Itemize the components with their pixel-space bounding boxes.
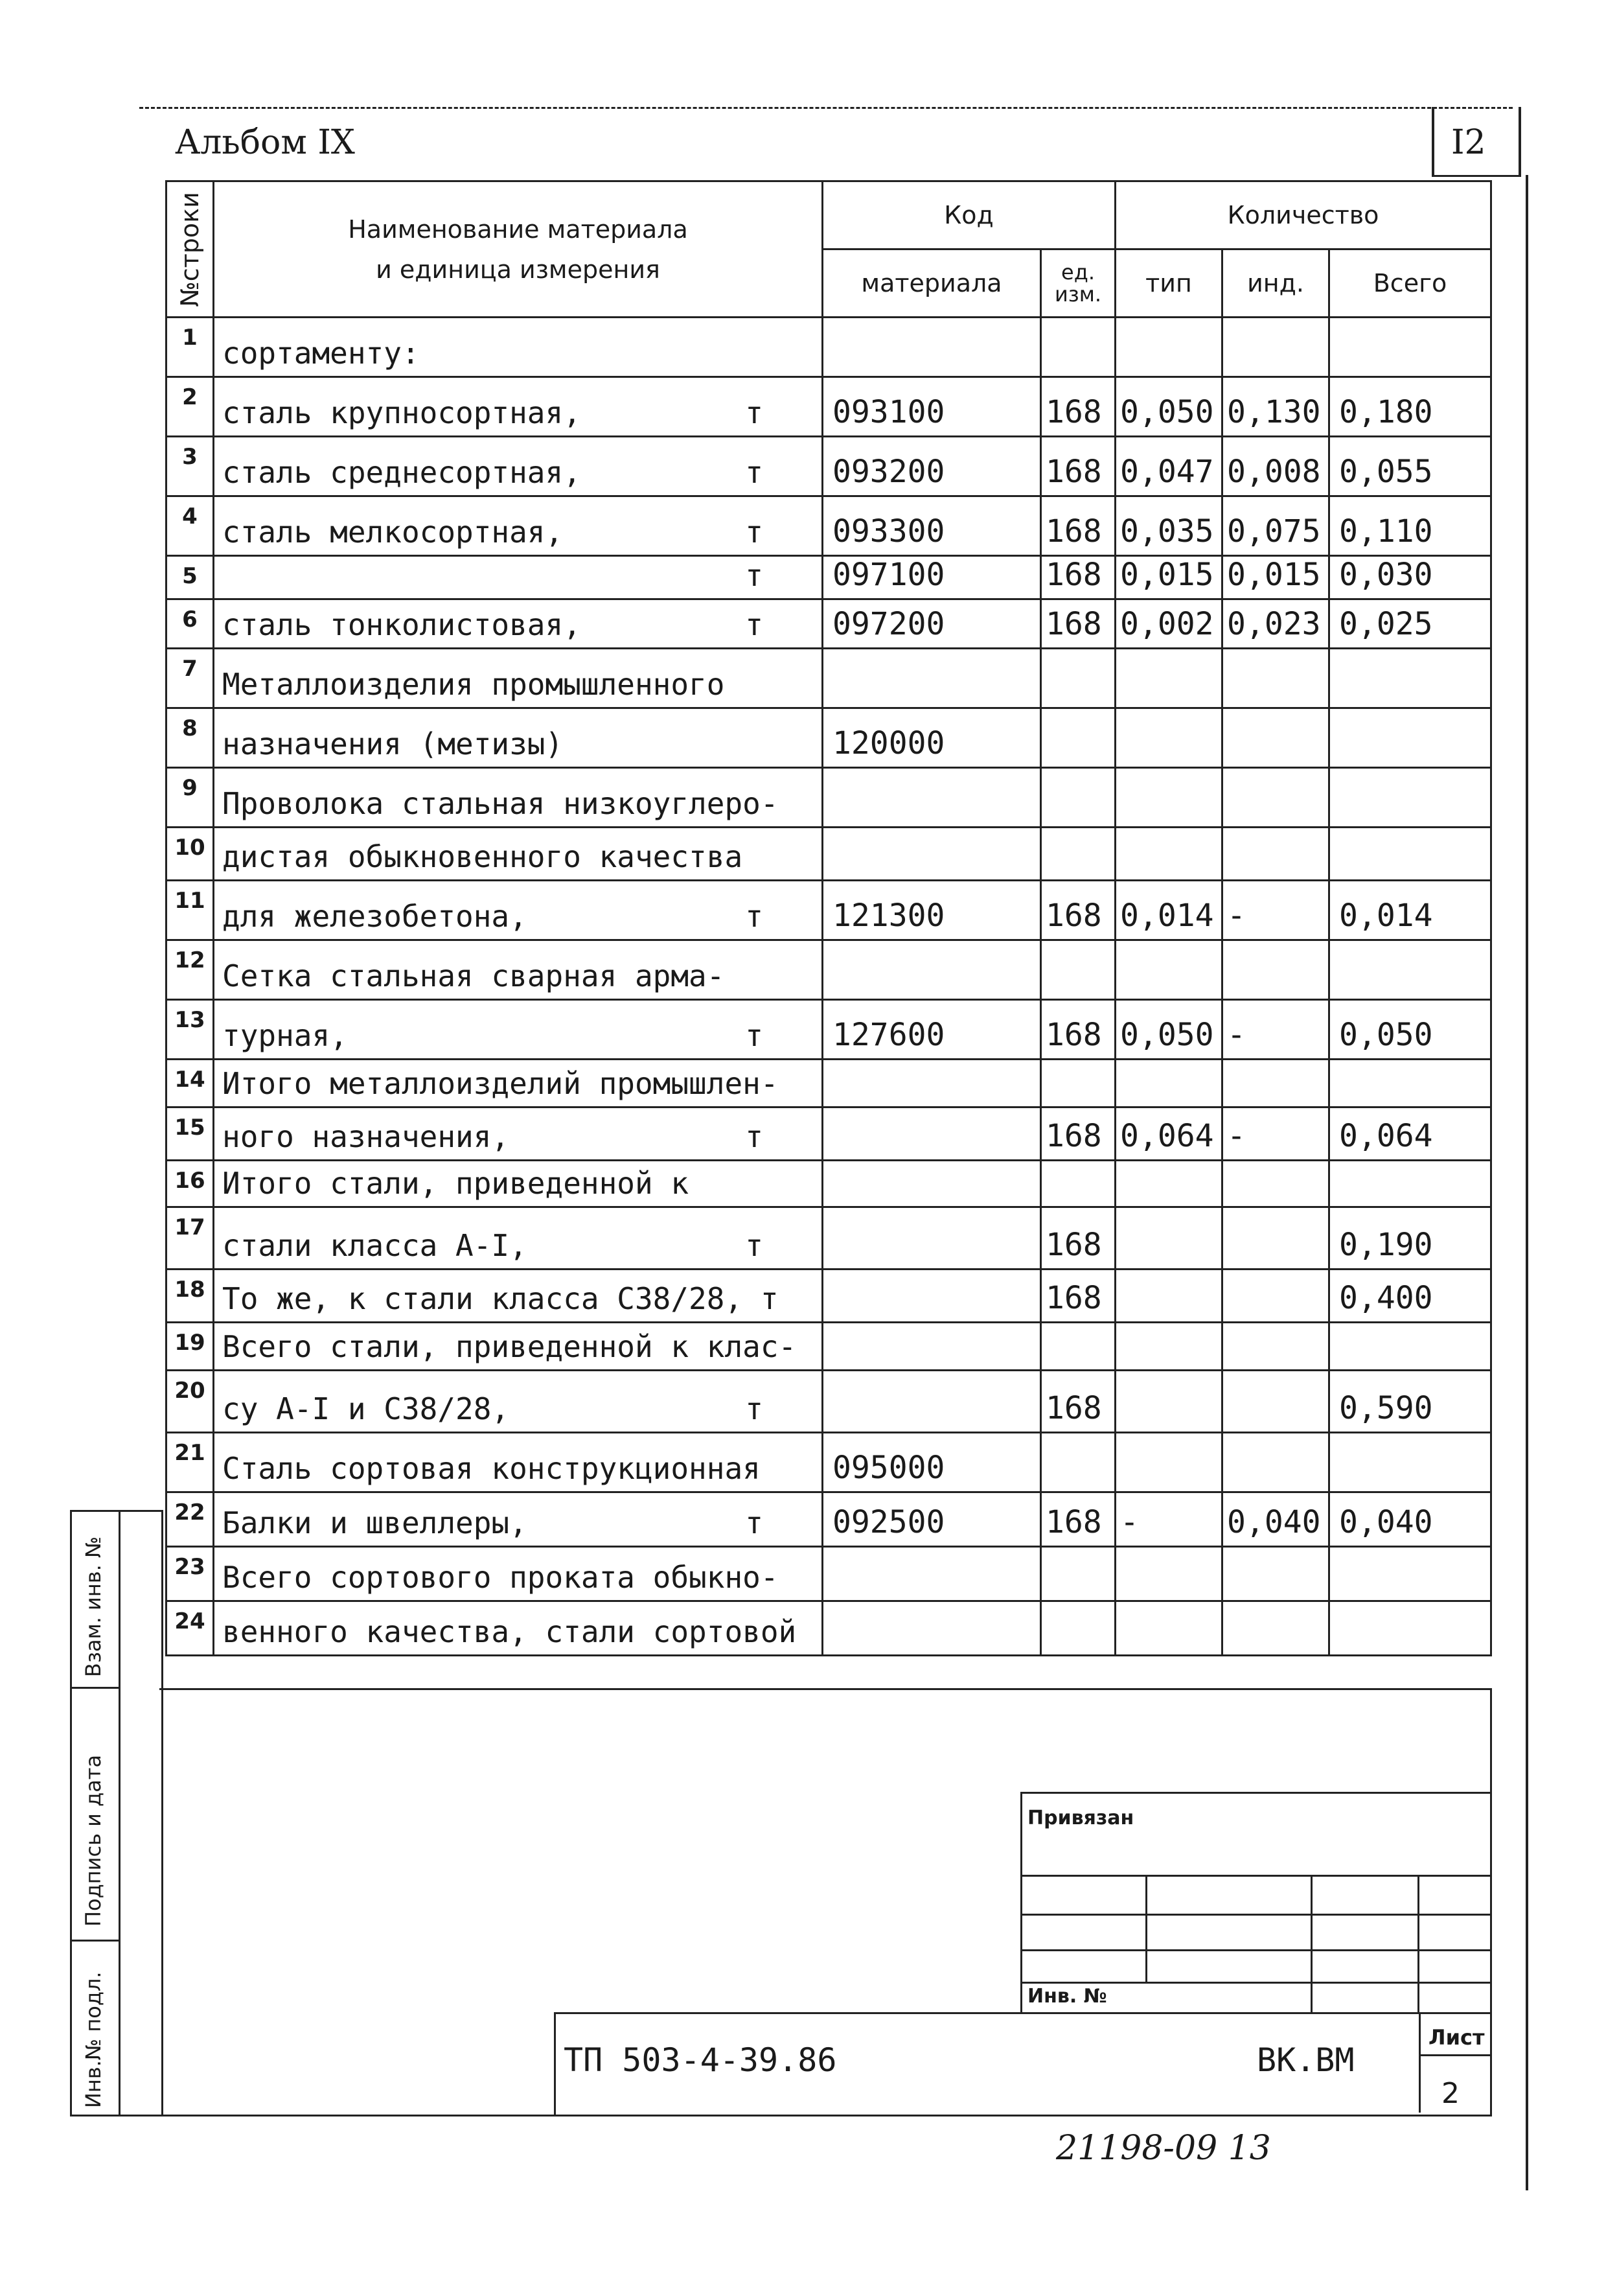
material-header: материала (823, 249, 1041, 318)
qty-ind (1222, 1547, 1329, 1601)
material-name (214, 1060, 823, 1107)
specification-table (165, 180, 1492, 1656)
table-row (166, 1547, 1491, 1601)
material-name-text: сортаменту: (222, 336, 420, 371)
sheet-number: 2 (1441, 2077, 1460, 2110)
material-name-text: То же, к стали класса С38/28, т (222, 1281, 779, 1316)
qty-typ (1116, 768, 1222, 828)
material-name (214, 1161, 823, 1207)
row-number: 3 (166, 437, 214, 496)
qty-total: 0,180 (1329, 377, 1491, 437)
ind-header: инд. (1222, 249, 1329, 318)
qty-typ: 0,015 (1116, 556, 1222, 599)
row-number: 20 (166, 1371, 214, 1433)
material-unit: т (745, 1391, 763, 1426)
unit-header: ед. изм. (1041, 249, 1116, 318)
qty-ind (1222, 318, 1329, 377)
qty-total (1329, 1601, 1491, 1656)
material-unit: т (745, 1228, 763, 1263)
table-row (166, 1060, 1491, 1107)
material-name-text: сталь среднесортная, (222, 455, 581, 490)
row-number: 9 (166, 768, 214, 828)
quantity-header: Количество (1116, 181, 1491, 249)
material-code: 093200 (823, 437, 1041, 496)
material-code (823, 1547, 1041, 1601)
qty-typ (1116, 1270, 1222, 1323)
material-name-text: Всего сортового проката обыкно- (222, 1560, 779, 1595)
unit-code (1041, 940, 1116, 1000)
material-code: 093300 (823, 496, 1041, 556)
inv-orig-label: Инв.№ подл. (81, 1971, 106, 2108)
material-code (823, 1323, 1041, 1371)
row-number: 6 (166, 599, 214, 649)
qty-ind (1222, 1601, 1329, 1656)
table-row (166, 1161, 1491, 1207)
qty-ind: - (1222, 1000, 1329, 1060)
table-row (166, 437, 1491, 496)
material-name (214, 496, 823, 556)
qty-total (1329, 1547, 1491, 1601)
row-number: 24 (166, 1601, 214, 1656)
unit-code (1041, 649, 1116, 708)
row-number: 23 (166, 1547, 214, 1601)
material-name-text: для железобетона, (222, 899, 527, 934)
inv-no-label: Инв. № (1027, 1985, 1107, 2008)
qty-total (1329, 1060, 1491, 1107)
row-number: 14 (166, 1060, 214, 1107)
material-name-text: Металлоизделия промышленного (222, 667, 725, 702)
material-code (823, 1601, 1041, 1656)
sheet-label: Лист (1428, 2025, 1485, 2050)
unit-code: 168 (1041, 556, 1116, 599)
material-code: 121300 (823, 881, 1041, 940)
binding-stamp (1020, 1792, 1492, 2014)
code-header: Код (823, 181, 1116, 249)
qty-total: 0,025 (1329, 599, 1491, 649)
material-unit: т (745, 1018, 763, 1053)
qty-total (1329, 1323, 1491, 1371)
qty-total: 0,590 (1329, 1371, 1491, 1433)
qty-typ (1116, 649, 1222, 708)
document-code: ВК.ВМ (1257, 2041, 1355, 2079)
row-number: 12 (166, 940, 214, 1000)
material-code: 127600 (823, 1000, 1041, 1060)
qty-typ (1116, 1323, 1222, 1371)
bound-label: Привязан (1027, 1807, 1134, 1829)
unit-code: 168 (1041, 1492, 1116, 1547)
material-code (823, 649, 1041, 708)
table-row (166, 649, 1491, 708)
unit-code (1041, 708, 1116, 768)
qty-typ: 0,050 (1116, 377, 1222, 437)
qty-ind: 0,008 (1222, 437, 1329, 496)
name-header (214, 181, 823, 318)
material-code: 093100 (823, 377, 1041, 437)
table-row (166, 828, 1491, 881)
qty-total: 0,400 (1329, 1270, 1491, 1323)
unit-code: 168 (1041, 437, 1116, 496)
qty-ind (1222, 1060, 1329, 1107)
row-number: 10 (166, 828, 214, 881)
qty-ind: 0,015 (1222, 556, 1329, 599)
material-name-text: турная, (222, 1018, 348, 1053)
qty-typ (1116, 1371, 1222, 1433)
top-dashed-line (139, 107, 1513, 109)
material-name (214, 1492, 823, 1547)
row-number: 8 (166, 708, 214, 768)
table-row (166, 1433, 1491, 1492)
qty-total: 0,014 (1329, 881, 1491, 940)
material-name (214, 768, 823, 828)
material-name-text: назначения (метизы) (222, 726, 564, 761)
project-code: ТП 503-4-39.86 (564, 2041, 837, 2079)
qty-total (1329, 318, 1491, 377)
total-header: Всего (1329, 249, 1491, 318)
table-row (166, 556, 1491, 599)
qty-ind (1222, 1270, 1329, 1323)
material-name-text: дистая обыкновенного качества (222, 839, 743, 874)
material-code: 120000 (823, 708, 1041, 768)
material-name (214, 318, 823, 377)
table-row (166, 1107, 1491, 1161)
material-unit: т (745, 899, 763, 934)
material-code (823, 1371, 1041, 1433)
table-row (166, 1323, 1491, 1371)
unit-code (1041, 318, 1116, 377)
material-code (823, 1107, 1041, 1161)
row-number: 16 (166, 1161, 214, 1207)
row-number: 19 (166, 1323, 214, 1371)
qty-total (1329, 1433, 1491, 1492)
unit-code (1041, 828, 1116, 881)
material-name-text: сталь мелкосортная, (222, 515, 564, 550)
qty-typ: 0,002 (1116, 599, 1222, 649)
row-number: 17 (166, 1207, 214, 1270)
qty-ind: 0,023 (1222, 599, 1329, 649)
qty-ind: 0,130 (1222, 377, 1329, 437)
qty-ind (1222, 649, 1329, 708)
material-name (214, 599, 823, 649)
material-code: 097200 (823, 599, 1041, 649)
qty-ind: 0,075 (1222, 496, 1329, 556)
material-code (823, 318, 1041, 377)
material-code (823, 1207, 1041, 1270)
material-name (214, 377, 823, 437)
material-code: 097100 (823, 556, 1041, 599)
qty-ind (1222, 708, 1329, 768)
row-number: 15 (166, 1107, 214, 1161)
material-name-text: Балки и швеллеры, (222, 1505, 527, 1540)
rownum-header: №строки (166, 181, 214, 318)
unit-code (1041, 1433, 1116, 1492)
unit-code: 168 (1041, 496, 1116, 556)
material-name (214, 556, 823, 599)
material-name-text: Всего стали, приведенной к клас- (222, 1329, 797, 1364)
table-row (166, 318, 1491, 377)
material-name (214, 437, 823, 496)
material-code (823, 940, 1041, 1000)
qty-typ (1116, 940, 1222, 1000)
typ-header: тип (1116, 249, 1222, 318)
table-row (166, 377, 1491, 437)
material-name (214, 1207, 823, 1270)
material-code: 095000 (823, 1433, 1041, 1492)
qty-total: 0,050 (1329, 1000, 1491, 1060)
qty-typ: 0,047 (1116, 437, 1222, 496)
row-number: 5 (166, 556, 214, 599)
qty-typ (1116, 1547, 1222, 1601)
row-number: 4 (166, 496, 214, 556)
qty-typ (1116, 1433, 1222, 1492)
qty-typ (1116, 1601, 1222, 1656)
qty-total: 0,030 (1329, 556, 1491, 599)
table-row (166, 881, 1491, 940)
unit-code: 168 (1041, 1207, 1116, 1270)
qty-ind (1222, 768, 1329, 828)
material-unit: т (745, 1505, 763, 1540)
qty-ind: 0,040 (1222, 1492, 1329, 1547)
material-name (214, 1000, 823, 1060)
unit-code: 168 (1041, 1000, 1116, 1060)
row-number: 1 (166, 318, 214, 377)
qty-typ: - (1116, 1492, 1222, 1547)
unit-code: 168 (1041, 1107, 1116, 1161)
table-row (166, 708, 1491, 768)
unit-code (1041, 1161, 1116, 1207)
qty-ind (1222, 1371, 1329, 1433)
material-name (214, 1270, 823, 1323)
material-unit: т (745, 1119, 763, 1154)
qty-typ (1116, 1161, 1222, 1207)
material-code (823, 768, 1041, 828)
material-name-text: Сетка стальная сварная арма- (222, 958, 725, 993)
material-name-text: стали класса А-I, (222, 1228, 527, 1263)
qty-ind (1222, 1161, 1329, 1207)
material-unit: т (745, 515, 763, 550)
unit-code (1041, 768, 1116, 828)
qty-ind (1222, 1207, 1329, 1270)
material-code: 092500 (823, 1492, 1041, 1547)
unit-code: 168 (1041, 599, 1116, 649)
qty-ind (1222, 1433, 1329, 1492)
table-row (166, 496, 1491, 556)
row-number: 18 (166, 1270, 214, 1323)
qty-total: 0,055 (1329, 437, 1491, 496)
qty-typ: 0,064 (1116, 1107, 1222, 1161)
material-name (214, 1433, 823, 1492)
material-name-text: Итого стали, приведенной к (222, 1166, 689, 1201)
material-code (823, 1060, 1041, 1107)
unit-code (1041, 1323, 1116, 1371)
table-row (166, 1492, 1491, 1547)
qty-typ (1116, 828, 1222, 881)
material-name (214, 1107, 823, 1161)
qty-typ (1116, 1060, 1222, 1107)
material-name-text: су А-I и С38/28, (222, 1391, 510, 1426)
material-name-text: Проволока стальная низкоуглеро- (222, 786, 779, 821)
qty-total (1329, 649, 1491, 708)
swap-inv-label: Взам. инв. № (81, 1536, 106, 1677)
row-number: 11 (166, 881, 214, 940)
unit-code: 168 (1041, 1371, 1116, 1433)
material-unit: т (745, 607, 763, 642)
qty-typ (1116, 318, 1222, 377)
qty-total (1329, 1161, 1491, 1207)
qty-ind (1222, 1323, 1329, 1371)
qty-typ: 0,050 (1116, 1000, 1222, 1060)
unit-code: 168 (1041, 1270, 1116, 1323)
material-name-text: Итого металлоизделий промышлен- (222, 1066, 779, 1101)
qty-total: 0,040 (1329, 1492, 1491, 1547)
row-number: 22 (166, 1492, 214, 1547)
material-name (214, 649, 823, 708)
left-signature-strip (70, 1510, 163, 2116)
material-code (823, 1161, 1041, 1207)
material-unit: т (745, 558, 763, 593)
unit-code (1041, 1060, 1116, 1107)
qty-typ (1116, 1207, 1222, 1270)
table-row (166, 599, 1491, 649)
qty-total (1329, 768, 1491, 828)
material-name (214, 881, 823, 940)
material-code (823, 1270, 1041, 1323)
material-name-text: сталь тонколистовая, (222, 607, 581, 642)
qty-total: 0,064 (1329, 1107, 1491, 1161)
qty-total: 0,110 (1329, 496, 1491, 556)
material-name (214, 940, 823, 1000)
qty-ind (1222, 828, 1329, 881)
name-header-line2: и единица измерения (376, 255, 660, 284)
material-name-text: венного качества, стали сортовой (222, 1614, 797, 1649)
qty-total (1329, 828, 1491, 881)
qty-total (1329, 940, 1491, 1000)
row-number: 13 (166, 1000, 214, 1060)
qty-total: 0,190 (1329, 1207, 1491, 1270)
table-row (166, 940, 1491, 1000)
right-edge-line (1526, 175, 1528, 2190)
row-number: 2 (166, 377, 214, 437)
material-name (214, 1371, 823, 1433)
table-row (166, 768, 1491, 828)
table-row (166, 1371, 1491, 1433)
unit-code: 168 (1041, 881, 1116, 940)
material-name (214, 1323, 823, 1371)
material-unit: т (745, 395, 763, 430)
album-title: Альбом IX (175, 123, 355, 162)
unit-code (1041, 1547, 1116, 1601)
material-name-text: ного назначения, (222, 1119, 510, 1154)
material-code (823, 828, 1041, 881)
qty-ind: - (1222, 881, 1329, 940)
signature-date-label: Подпись и дата (81, 1754, 106, 1927)
qty-typ: 0,035 (1116, 496, 1222, 556)
qty-ind (1222, 940, 1329, 1000)
material-name-text: сталь крупносортная, (222, 395, 581, 430)
material-name (214, 1547, 823, 1601)
row-number: 7 (166, 649, 214, 708)
table-row (166, 1207, 1491, 1270)
handwritten-number: 21198-09 13 (1056, 2129, 1271, 2168)
row-number: 21 (166, 1433, 214, 1492)
page-number: I2 (1451, 123, 1486, 162)
unit-code (1041, 1601, 1116, 1656)
name-header-line1: Наименование материала (348, 215, 688, 244)
qty-typ (1116, 708, 1222, 768)
qty-total (1329, 708, 1491, 768)
table-row (166, 1601, 1491, 1656)
table-row (166, 1270, 1491, 1323)
unit-code: 168 (1041, 377, 1116, 437)
qty-ind: - (1222, 1107, 1329, 1161)
material-name (214, 708, 823, 768)
table-row (166, 1000, 1491, 1060)
material-name (214, 1601, 823, 1656)
material-unit: т (745, 455, 763, 490)
material-name (214, 828, 823, 881)
qty-typ: 0,014 (1116, 881, 1222, 940)
material-name-text: Сталь сортовая конструкционная (222, 1451, 761, 1486)
